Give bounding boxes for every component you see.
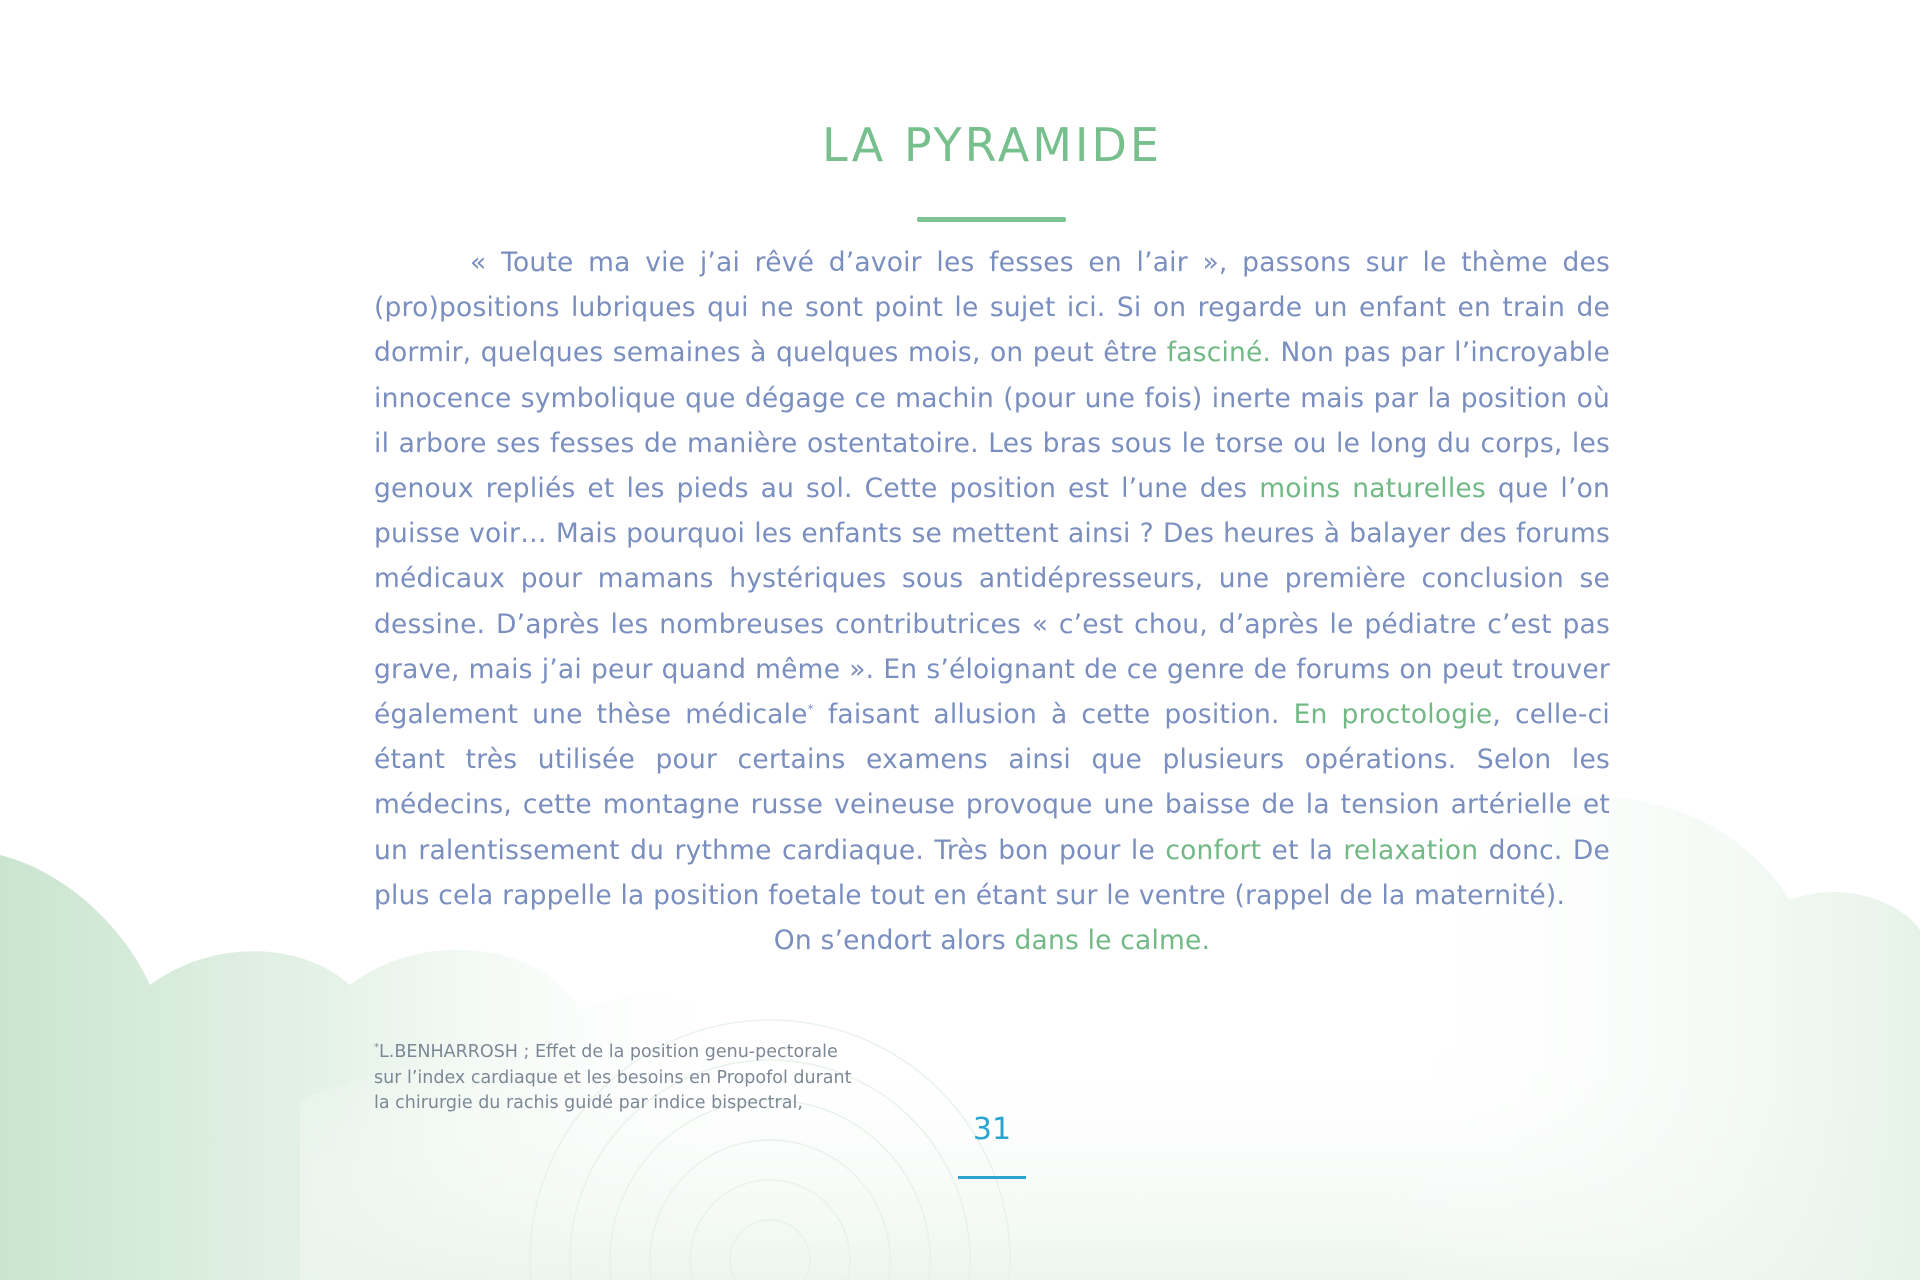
text-segment: donc. De plus cela rappelle la position foetale tout en étant sur le ventre (rappel de la maternité). — [374, 834, 1610, 911]
text-segment: « Toute ma vie j’ai rêvé d’avoir les fesses en l’air », passons sur le thème des (pro)positions lubriques qui ne sont point le sujet ici. Si on regarde un enfant en train de dormir, quelques semaines à quelques mois, on peut être — [374, 247, 1610, 369]
footnote-marker: * — [374, 1042, 379, 1054]
highlight-confort: confort — [1165, 834, 1262, 866]
highlight-en-proctologie: En proctologie — [1293, 699, 1493, 731]
highlight-fascine: fasciné. — [1166, 337, 1272, 369]
page-number: 31 — [972, 1112, 1012, 1147]
footnote — [374, 1040, 934, 1117]
highlight-moins-naturelles: moins naturelles — [1259, 473, 1486, 505]
title-underline — [917, 217, 1066, 222]
highlight-dans-le-calme: dans le calme. — [1014, 925, 1211, 957]
footnote-line-2: sur l’index cardiaque et les besoins en Propofol durant — [374, 1067, 852, 1088]
text-segment: faisant allusion à cette position. — [813, 699, 1294, 731]
highlight-relaxation: relaxation — [1343, 834, 1479, 866]
footnote-line-3: la chirurgie du rachis guidé par indice bispectral, — [374, 1093, 803, 1113]
footnote-text: L.BENHARROSH ; Effet de la position genu-pectorale — [379, 1042, 838, 1062]
page-title: LA PYRAMIDE — [822, 118, 1162, 172]
text-segment: Non pas par l’incroyable innocence symbolique que dégage ce machin (pour une fois) inerte mais par la position où il arbore ses fesses de manière ostentatoire. Les bras sous le torse ou le long du corps, les genoux repliés et les pieds au sol. Cette position est l’une des — [374, 337, 1610, 505]
text-segment: , celle-ci étant très utilisée pour certains examens ainsi que plusieurs opérations. Selon les médecins, cette montagne russe veineuse provoque une baisse de la tension artérielle et un ralentissement du rythme cardiaque. Très bon pour le — [374, 699, 1610, 866]
text-segment: et la — [1261, 834, 1344, 866]
closing-line — [374, 918, 1610, 963]
text-segment: On s’endort alors — [773, 925, 1015, 957]
footnote-marker: * — [807, 702, 814, 717]
text-segment: que l’on puisse voir… Mais pourquoi les enfants se mettent ainsi ? Des heures à balayer des forums médicaux pour mamans hystériques sous antidépresseurs, une première conclusion se dessine. D’après les nombreuses contributrices « c’est chou, d’après le pédiatre c’est pas grave, mais j’ai peur quand même ». En s’éloignant de ce genre de forums on peut trouver également une thèse médicale — [374, 473, 1610, 731]
footnote-line-1 — [374, 1040, 934, 1066]
body-paragraph — [374, 240, 1610, 963]
page-number-underline — [958, 1176, 1026, 1179]
